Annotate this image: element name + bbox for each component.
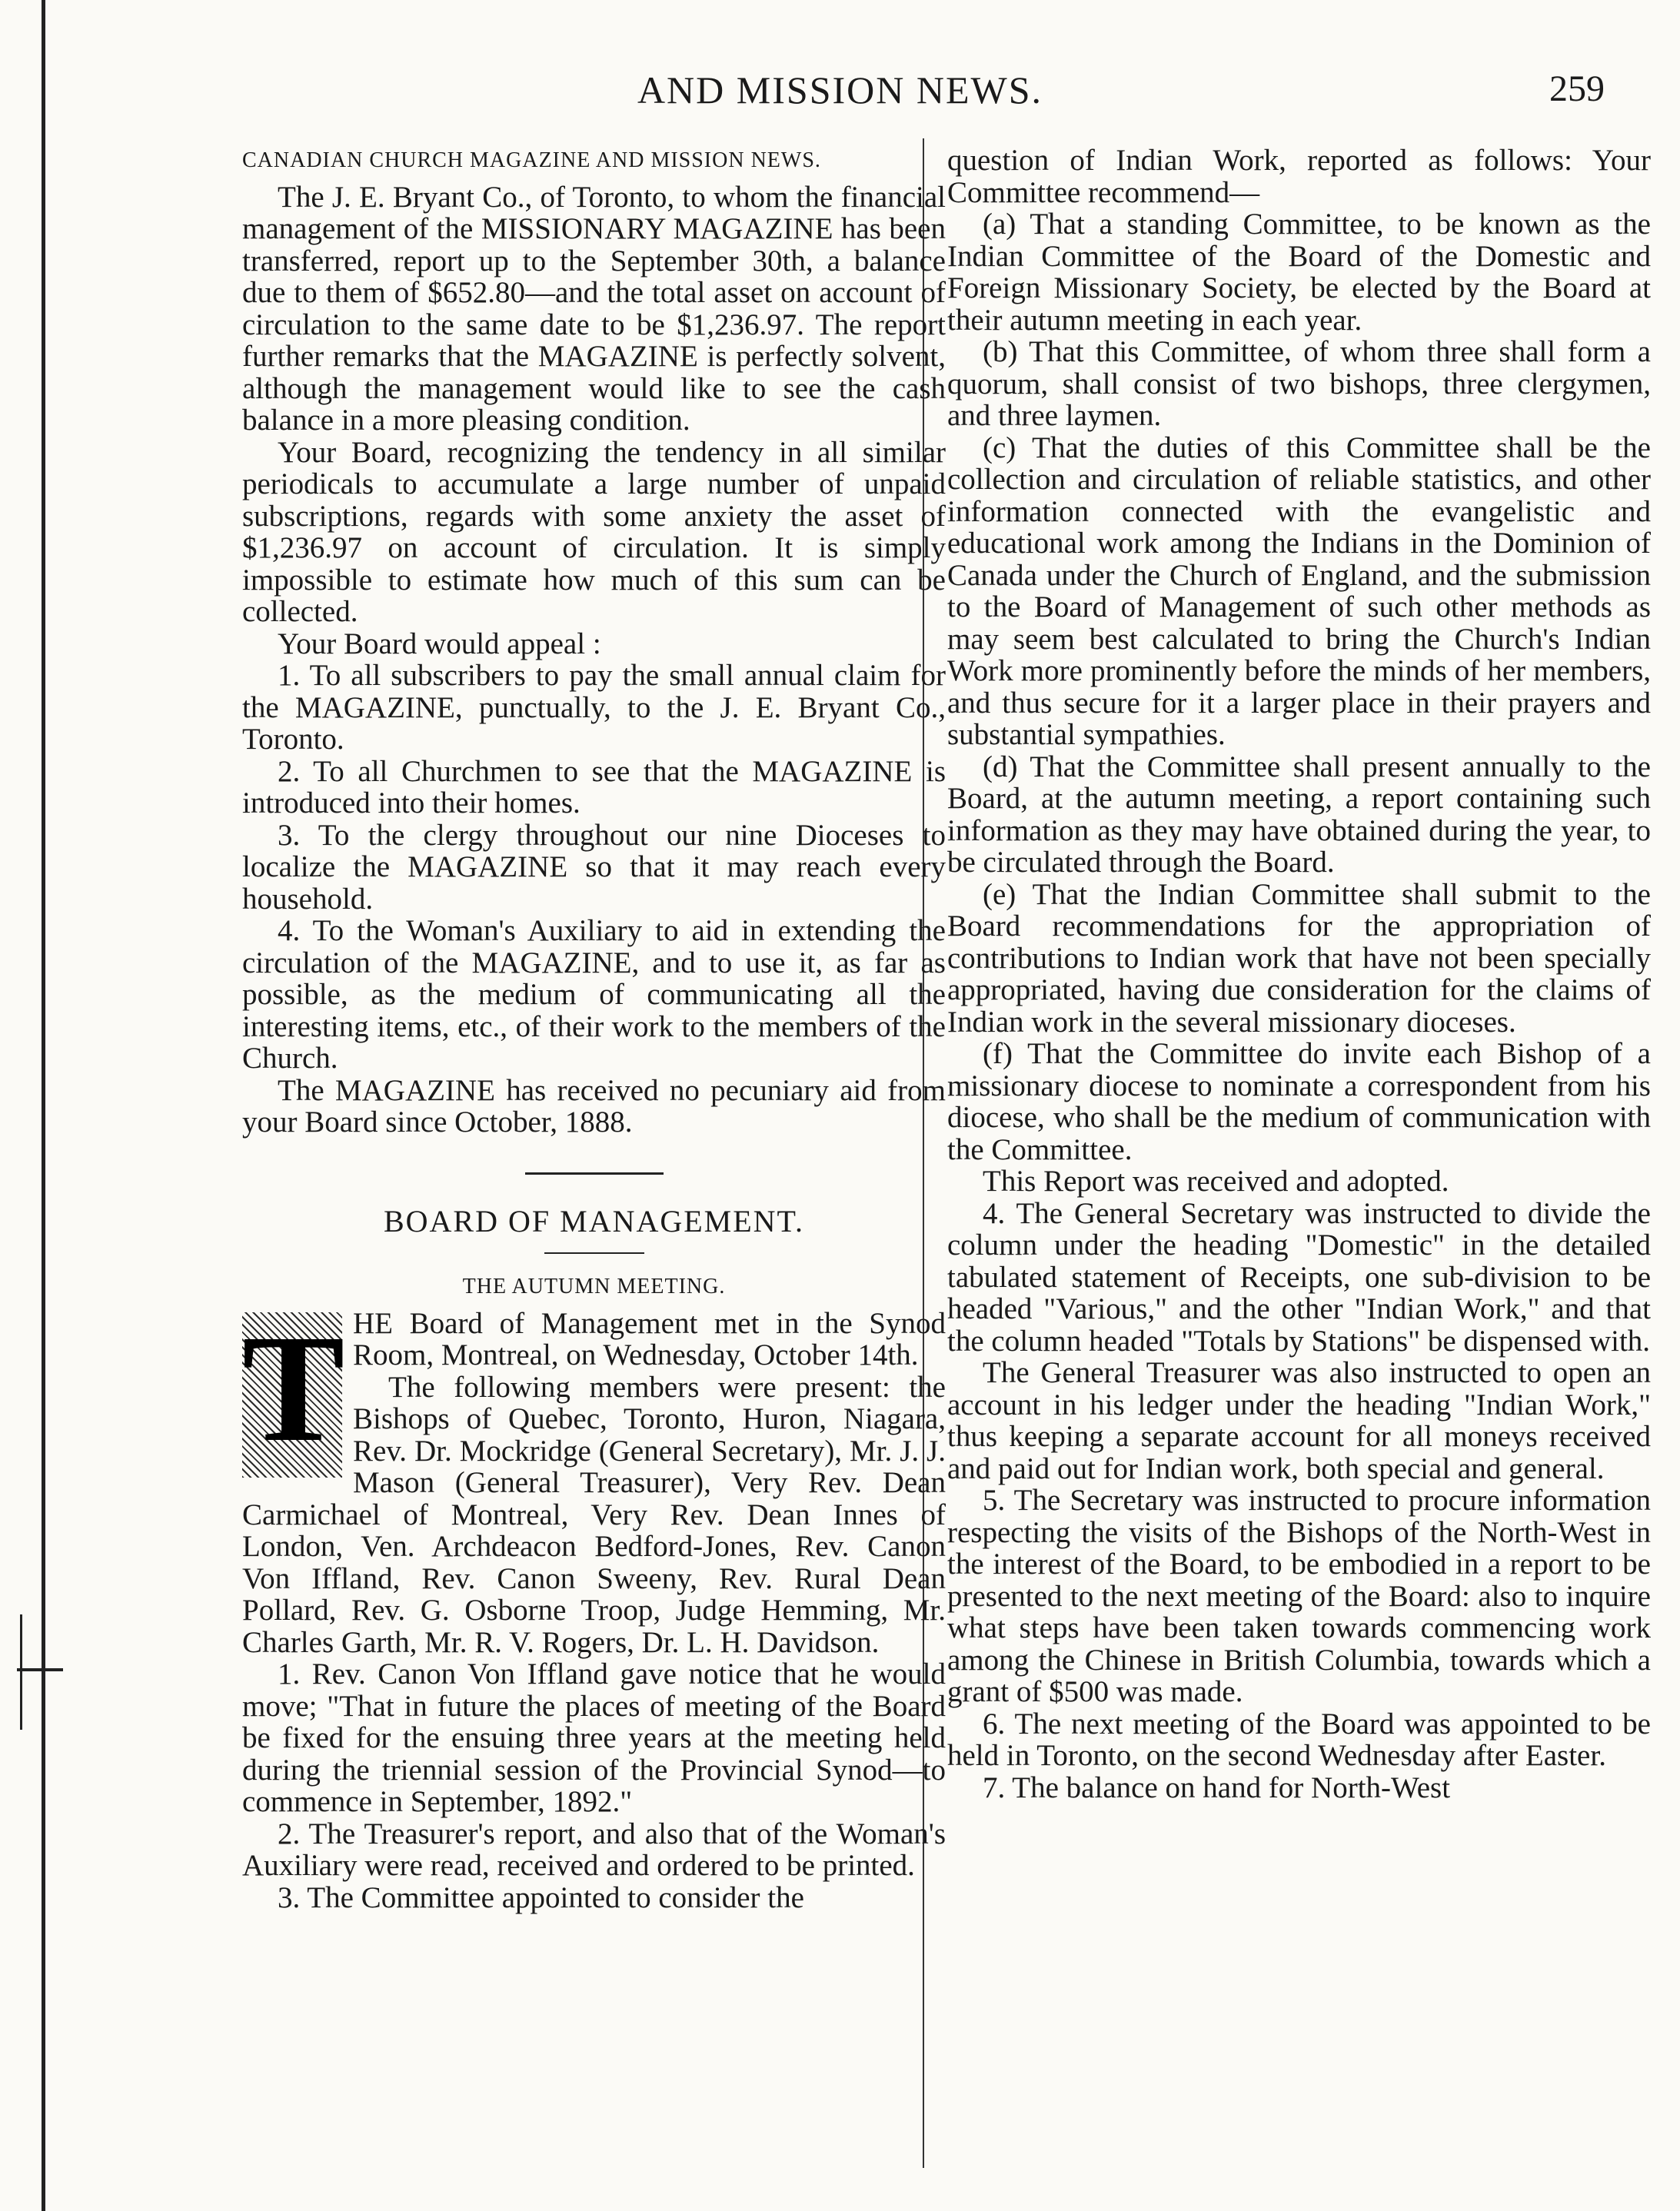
paragraph: The J. E. Bryant Co., of Toronto, to whom the financial management of the MISSIONARY MAGAZINE has been transferred, report up to the September 30th, a balance due to them of $652.80—and the total asset on account of circulation to the same date to be $1,236.97. The report further remarks that the MAGAZINE is perfectly solvent, although the management would like to see the cash balance in a more pleasing condition. <box>242 180 946 437</box>
paragraph: question of Indian Work, reported as follows: Your Committee recommend— <box>947 144 1651 209</box>
paragraph: 6. The next meeting of the Board was appointed to be held in Toronto, on the second Wednesday after Easter. <box>947 1707 1651 1772</box>
paragraph: 4. To the Woman's Auxiliary to aid in extending the circulation of the MAGAZINE, and to use it, as far as possible, as the medium of communicating all the interesting items, etc., of their work to the members of the Church. <box>242 914 946 1075</box>
paragraph: 2. To all Churchmen to see that the MAGAZINE is introduced into their homes. <box>242 754 946 820</box>
binding-tab <box>17 1668 63 1671</box>
paragraph: This Report was received and adopted. <box>983 1165 1449 1198</box>
paragraph: Your Board would appeal : <box>278 627 601 660</box>
paragraph: 7. The balance on hand for North-West <box>983 1770 1451 1804</box>
drop-cap: T <box>242 1312 342 1478</box>
paragraph: 4. The General Secretary was instructed to divide the column under the heading "Domestic" in the detailed tabulated statement of Receipts, one sub-division to be headed "Various," and the other "Indian Work," and that the column headed "Totals by Stations" be dispensed with. <box>947 1196 1651 1358</box>
right-column <box>947 145 1651 1804</box>
page-number: 259 <box>1549 68 1605 109</box>
paragraph: The MAGAZINE has received no pecuniary aid from your Board since October, 1888. <box>242 1073 946 1139</box>
paragraph: Your Board, recognizing the tendency in all similar periodicals to accumulate a large number of unpaid subscriptions, regards with some anxiety the asset of $1,236.97 on account of circulation. It is simply impossible to estimate how much of this sum can be collected. <box>242 435 946 628</box>
paragraph: HE Board of Management met in the Synod Room, Montreal, on Wednesday, October 14th. <box>353 1306 946 1371</box>
section-title: BOARD OF MANAGEMENT. <box>383 1203 805 1238</box>
paragraph: (f) That the Committee do invite each Bishop of a missionary diocese to nominate a correspondent from his diocese, who shall be the medium of communication with the Committee. <box>947 1037 1651 1166</box>
running-title: AND MISSION NEWS. <box>637 68 1043 111</box>
subsection-rule <box>544 1252 644 1254</box>
paragraph: The following members were present: the Bishops of Quebec, Toronto, Huron, Niagara, Rev. Dr. Mockridge (General Secretary), Mr. J. J. Mason (General Treasurer), Very Rev. Dean Carmichael of Montreal, Very Rev. Dean Innes of London, Ven. Archdeacon Bedford-Jones, Rev. Canon Von Iffland, Rev. Canon Sweeny, Rev. Rural Dean Pollard, Rev. G. Osborne Troop, Judge Hemming, Mr. Charles Garth, Mr. R. V. Rogers, Dr. L. H. Davidson. <box>242 1370 946 1659</box>
paragraph: (d) That the Committee shall present annually to the Board, at the autumn meeting, a report containing such information as they may have obtained during the year, to be circulated through the Board. <box>947 750 1651 879</box>
left-column <box>242 145 946 1913</box>
paragraph: 3. To the clergy throughout our nine Dioceses to localize the MAGAZINE so that it may reach every household. <box>242 818 946 916</box>
paragraph: (e) That the Indian Committee shall submit to the Board recommendations for the appropriation of contributions to Indian work that have not been specially appropriated, having due consideration for the claims of Indian work in the several missionary dioceses. <box>947 877 1651 1039</box>
magazine-heading: CANADIAN CHURCH MAGAZINE AND MISSION NEWS. <box>242 148 821 172</box>
paragraph: (b) That this Committee, of whom three shall form a quorum, shall consist of two bishops, three clergymen, and three laymen. <box>947 335 1651 432</box>
section-rule <box>525 1172 664 1175</box>
paragraph: 5. The Secretary was instructed to procure information respecting the visits of the Bishops of the North-West in the interest of the Board, to be embodied in a report to be presented to the next meeting of the Board: also to inquire what steps have been taken towards commencing work among the Chinese in British Columbia, towards which a grant of $500 was made. <box>947 1484 1651 1708</box>
paragraph: (a) That a standing Committee, to be known as the Indian Committee of the Board of the Domestic and Foreign Missionary Society, be elected by the Board at their autumn meeting in each year. <box>947 208 1651 337</box>
paragraph: (c) That the duties of this Committee shall be the collection and circulation of reliable statistics, and other information connected with the evangelistic and educational work among the Indians in the Dominion of Canada under the Church of England, and the submission to the Board of Management of such other methods as may seem best calculated to bring the Church's Indian Work more prominently before the minds of her members, and thus secure for it a larger place in their prayers and substantial sympathies. <box>947 431 1651 751</box>
paragraph: 1. To all subscribers to pay the small annual claim for the MAGAZINE, punctually, to the J. E. Bryant Co., Toronto. <box>242 659 946 756</box>
paragraph: The General Treasurer was also instructed to open an account in his ledger under the heading "Indian Work," thus keeping a separate account for all moneys received and paid out for Indian work, both special and general. <box>947 1356 1651 1485</box>
binding-clip <box>20 1614 33 1730</box>
binding-edge <box>42 0 45 2211</box>
subsection-title: THE AUTUMN MEETING. <box>462 1275 726 1298</box>
paragraph: 2. The Treasurer's report, and also that of the Woman's Auxiliary were read, received and ordered to be printed. <box>242 1817 946 1882</box>
paragraph: 3. The Committee appointed to consider the <box>278 1880 804 1914</box>
paragraph: 1. Rev. Canon Von Iffland gave notice that he would move; "That in future the places of meeting of the Board be fixed for the ensuing three years at the meeting held during the triennial session of the Provincial Synod—to commence in September, 1892." <box>242 1657 946 1818</box>
